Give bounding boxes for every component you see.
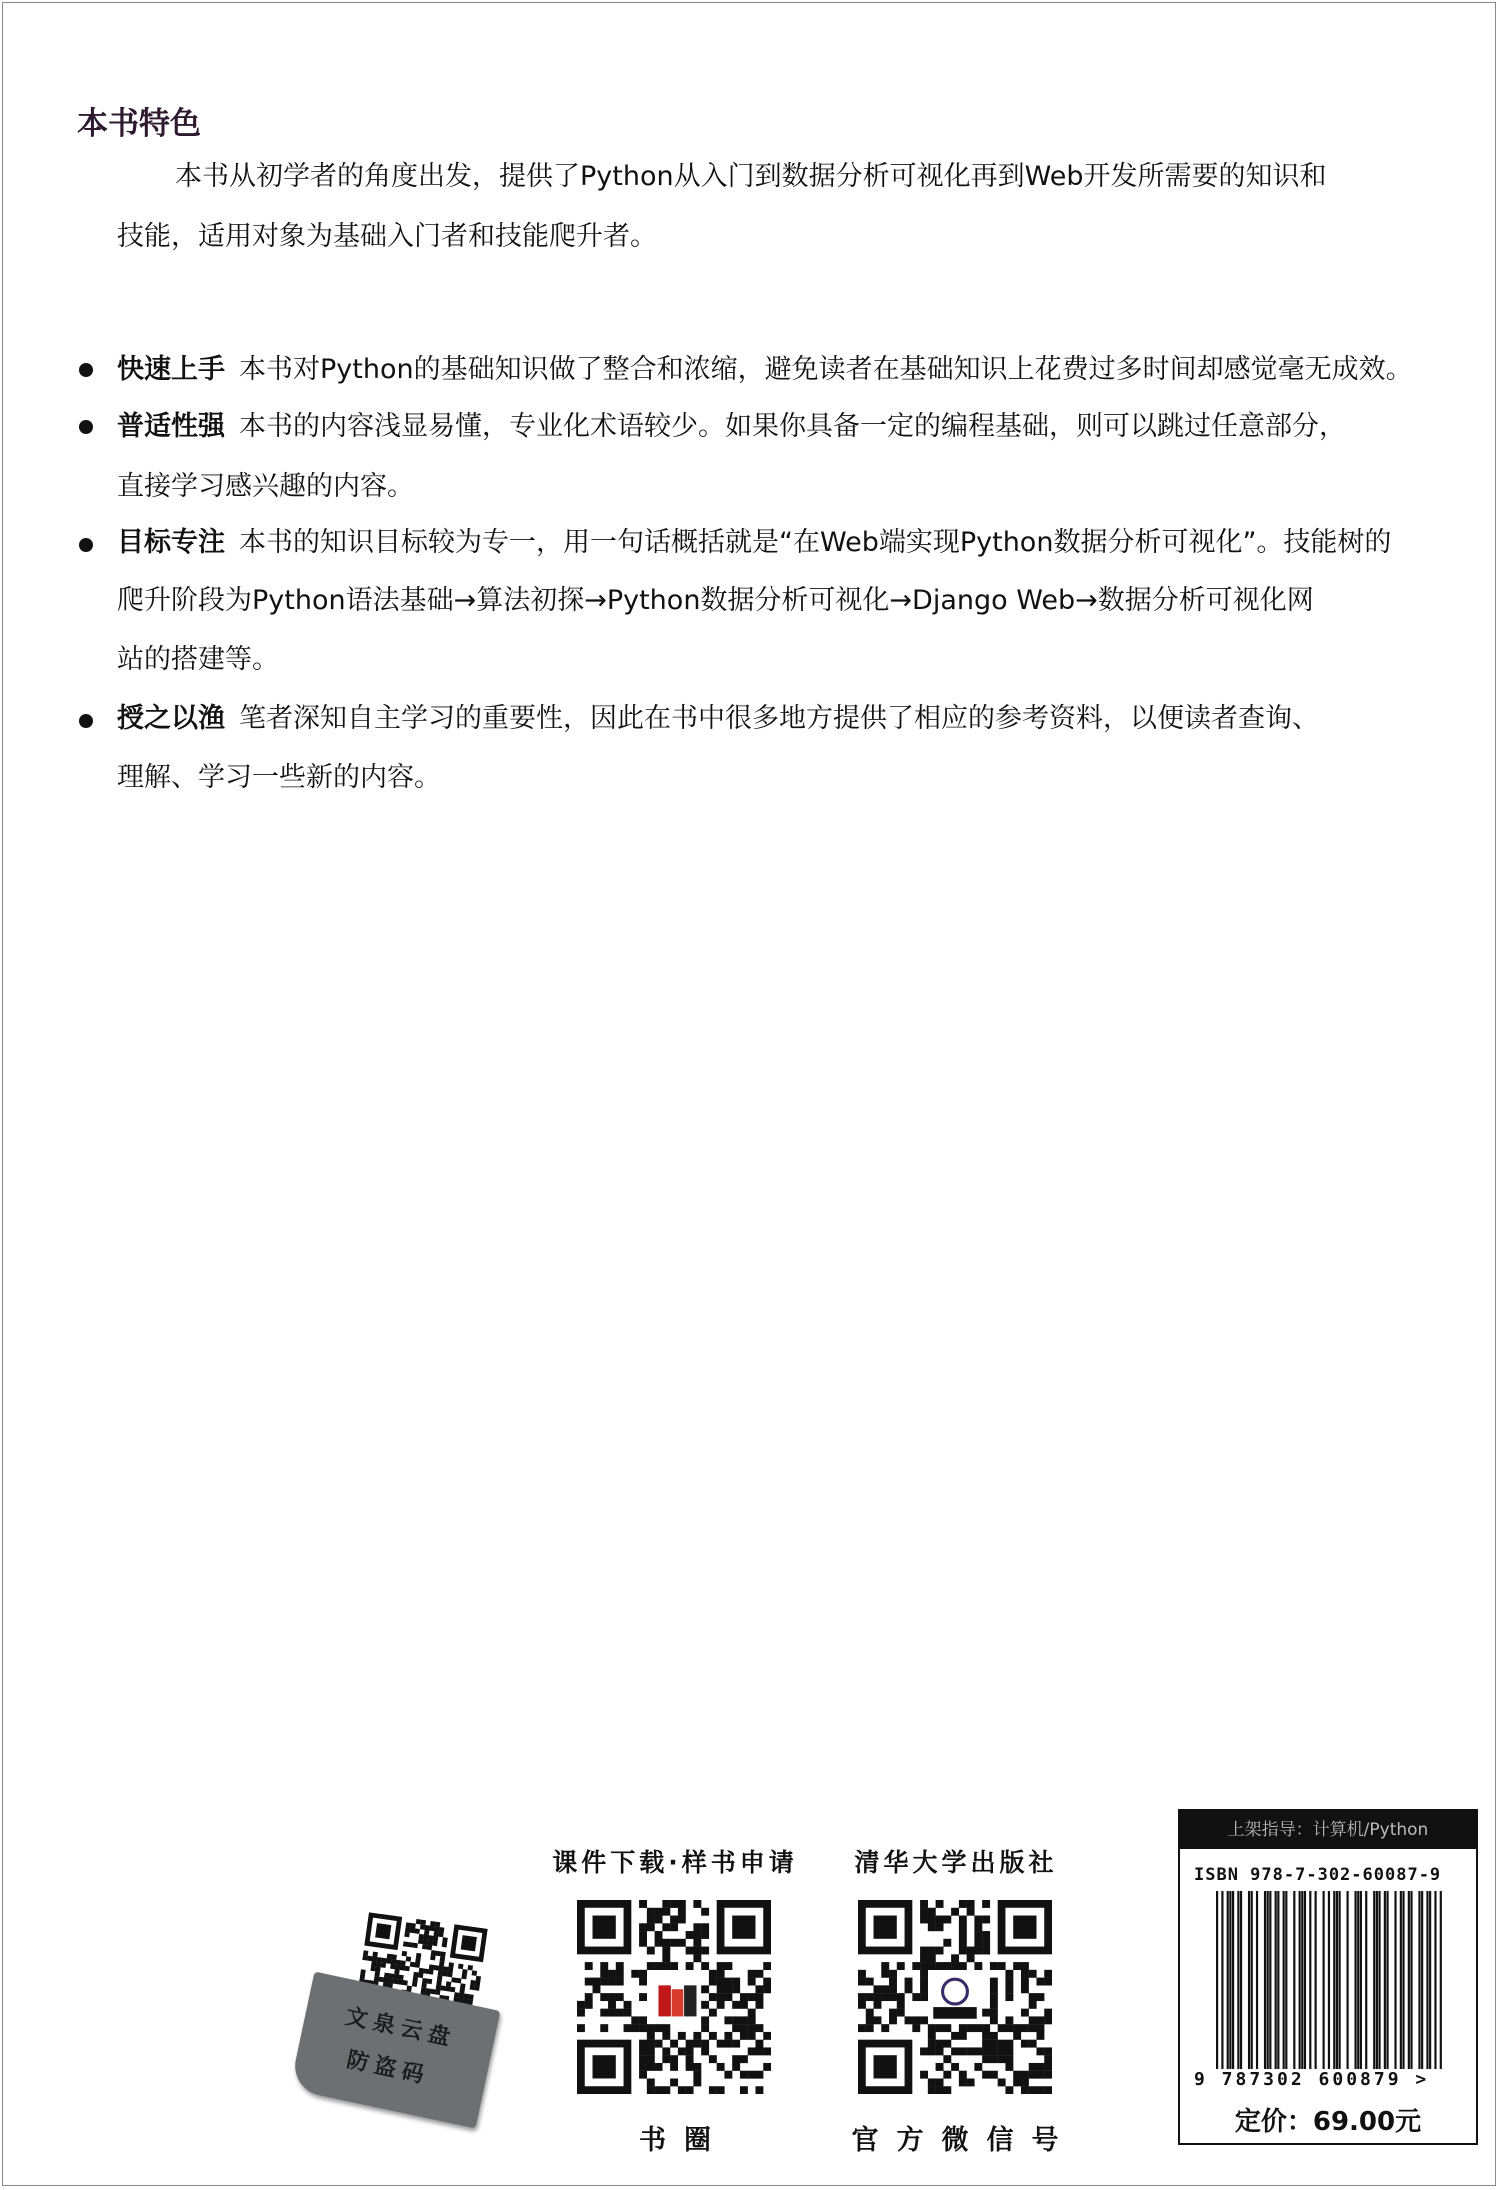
bullet-icon	[79, 363, 93, 377]
barcode-bar	[1264, 1891, 1266, 2069]
feature-2	[117, 410, 1346, 444]
feature-text: 本书对Python的基础知识做了整合和浓缩，避免读者在基础知识上花费过多时间却感觉毫无成效。	[239, 354, 1413, 385]
sticker-text: 文泉云盘	[343, 2004, 459, 2053]
barcode-bar	[1315, 1891, 1317, 2069]
feature-1	[117, 353, 1413, 387]
feature-text: 本书的知识目标较为专一，用一句话概括就是“在Web端实现Python数据分析可视化”。技能树的	[239, 527, 1392, 558]
qr-code-shuquan-icon[interactable]	[577, 1900, 771, 2094]
barcode-bar	[1378, 1891, 1380, 2069]
sticker-text: 防盗码	[344, 2047, 432, 2090]
barcode-bar	[1440, 1891, 1442, 2069]
barcode-bar	[1333, 1891, 1335, 2069]
qr-code-wechat-icon[interactable]	[858, 1900, 1052, 2094]
barcode-bar	[1304, 1891, 1306, 2069]
barcode-bar	[1301, 1891, 1303, 2069]
feature-3-cont: 站的搭建等。	[117, 644, 279, 675]
barcode-bar	[1418, 1891, 1420, 2069]
feature-label: 目标专注	[117, 527, 225, 558]
barcode-bar	[1360, 1891, 1362, 2069]
barcode-bar	[1309, 1891, 1311, 2069]
barcode-bar	[1373, 1891, 1375, 2069]
barcode-bar	[1232, 1891, 1234, 2069]
barcode-bar	[1429, 1891, 1431, 2069]
barcode-bar	[1421, 1891, 1423, 2069]
anti-counterfeit-sticker[interactable]	[300, 1920, 510, 2120]
qr2-label: 清华大学出版社	[854, 1848, 1058, 1877]
barcode-bar	[1323, 1891, 1325, 2069]
section-title: 本书特色	[77, 106, 201, 142]
feature-text: 本书的内容浅显易懂，专业化术语较少。如果你具备一定的编程基础，则可以跳过任意部分，	[239, 411, 1346, 442]
barcode-bar	[1434, 1891, 1436, 2069]
barcode-bar	[1328, 1891, 1330, 2069]
barcode-bar	[1283, 1891, 1285, 2069]
barcode-bar	[1402, 1891, 1404, 2069]
barcode-bar	[1384, 1891, 1386, 2069]
barcode-digits: 9 787302 600879 >	[1194, 2069, 1430, 2090]
qr1-label: 课件下载·样书申请	[552, 1848, 798, 1877]
barcode-bar	[1386, 1891, 1388, 2069]
barcode-bar	[1237, 1891, 1239, 2069]
bullet-icon	[79, 420, 93, 434]
barcode-bar	[1251, 1891, 1253, 2069]
barcode-bar	[1221, 1891, 1223, 2069]
barcode-bar	[1354, 1891, 1356, 2069]
feature-3	[117, 526, 1391, 560]
bullet-icon	[79, 538, 93, 552]
intro-line-2: 技能，适用对象为基础入门者和技能爬升者。	[117, 221, 657, 252]
barcode-bar	[1269, 1891, 1271, 2069]
barcode-bar	[1408, 1891, 1410, 2069]
barcode-bar	[1293, 1891, 1295, 2069]
feature-label: 授之以渔	[117, 703, 225, 734]
qr2-caption: 官方微信号	[851, 2125, 1077, 2156]
barcode-bar	[1357, 1891, 1359, 2069]
intro-line-1: 本书从初学者的角度出发，提供了Python从入门到数据分析可视化再到Web开发所需要的知识和	[175, 161, 1327, 192]
barcode-bar	[1256, 1891, 1258, 2069]
barcode-icon	[1216, 1891, 1446, 2069]
feature-3-cont: 爬升阶段为Python语法基础→算法初探→Python数据分析可视化→Django Web→数据分析可视化网	[117, 585, 1314, 616]
price: 定价：69.00元	[1234, 2107, 1422, 2137]
barcode-bar	[1248, 1891, 1250, 2069]
barcode-bar	[1267, 1891, 1269, 2069]
barcode-bar	[1376, 1891, 1378, 2069]
barcode-bar	[1240, 1891, 1242, 2069]
feature-label: 普适性强	[117, 411, 225, 442]
qr1-caption: 书圈	[639, 2125, 729, 2156]
feature-text: 笔者深知自主学习的重要性，因此在书中很多地方提供了相应的参考资料，以便读者查询、	[239, 703, 1319, 734]
barcode-box	[1178, 1809, 1478, 2145]
barcode-bar	[1227, 1891, 1229, 2069]
feature-4-cont: 理解、学习一些新的内容。	[117, 762, 441, 793]
barcode-bar	[1229, 1891, 1231, 2069]
barcode-bar	[1394, 1891, 1396, 2069]
barcode-bar	[1299, 1891, 1301, 2069]
feature-label: 快速上手	[117, 354, 225, 385]
bullet-icon	[79, 714, 93, 728]
barcode-bar	[1216, 1891, 1218, 2069]
feature-4	[117, 702, 1319, 736]
barcode-bar	[1346, 1891, 1348, 2069]
barcode-bar	[1275, 1891, 1277, 2069]
shelf-category: 上架指导：计算机/Python	[1180, 1811, 1476, 1849]
barcode-bar	[1277, 1891, 1279, 2069]
barcode-bar	[1336, 1891, 1338, 2069]
barcode-bar	[1410, 1891, 1412, 2069]
barcode-bar	[1339, 1891, 1341, 2069]
feature-2-cont: 直接学习感兴趣的内容。	[117, 471, 414, 502]
isbn-text: ISBN 978-7-302-60087-9	[1194, 1865, 1442, 1885]
barcode-bar	[1285, 1891, 1287, 2069]
barcode-bar	[1365, 1891, 1367, 2069]
barcode-bar	[1400, 1891, 1402, 2069]
barcode-bar	[1426, 1891, 1428, 2069]
